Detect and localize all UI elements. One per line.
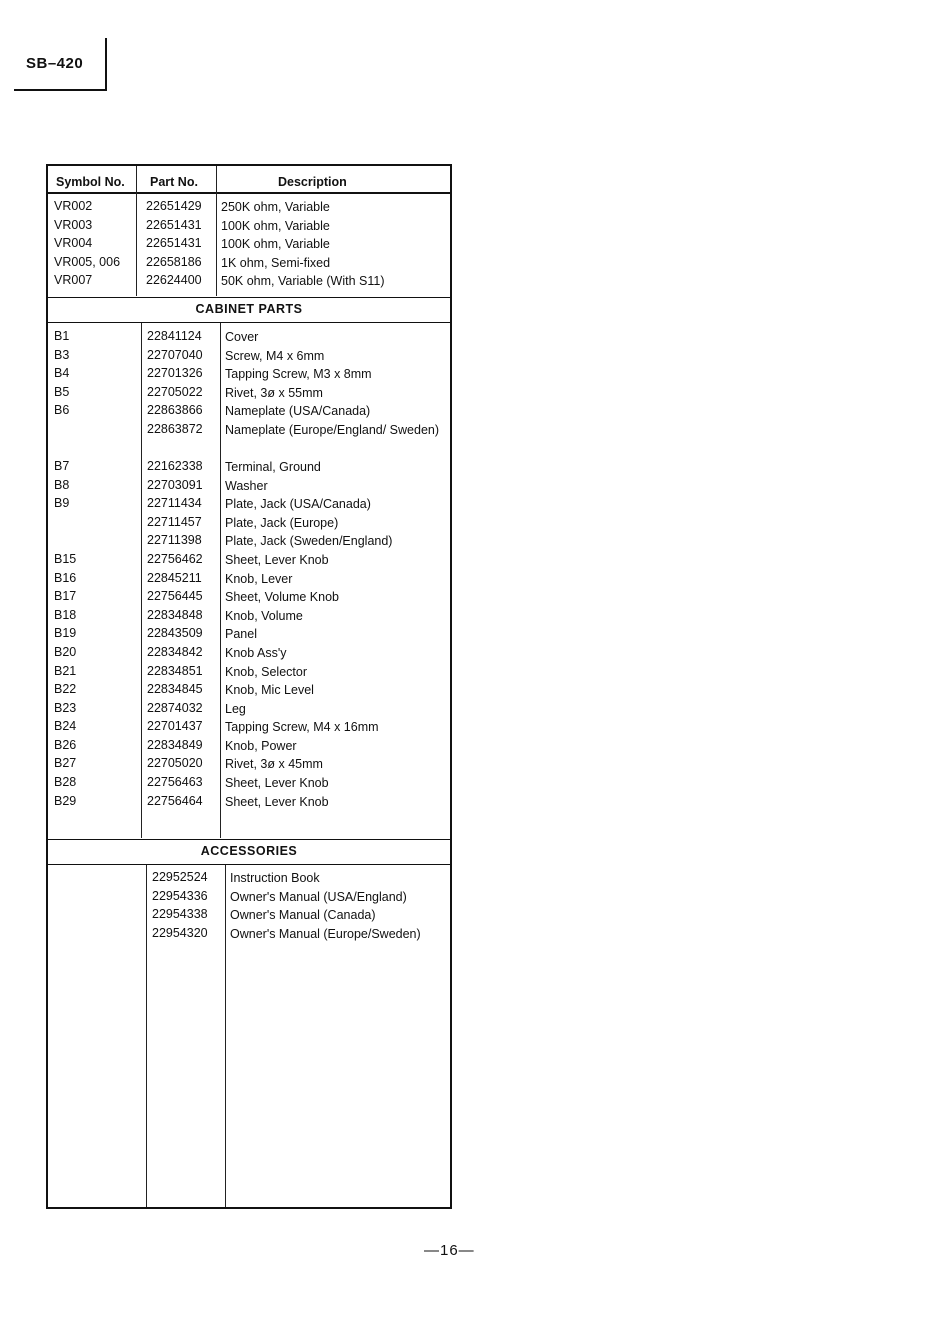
symbol-cell: B4 <box>54 366 70 381</box>
part-number-cell: 22834845 <box>147 682 203 697</box>
symbol-cell: B1 <box>54 329 70 343</box>
part-number-cell: 22756462 <box>147 551 203 566</box>
part-number-cell: 22703091 <box>147 477 203 492</box>
symbol-cell: B3 <box>54 347 70 362</box>
table-row <box>48 532 450 551</box>
symbol-cell: B7 <box>54 458 70 473</box>
description-cell: Tapping Screw, M4 x 16mm <box>225 720 379 735</box>
table-row <box>48 570 450 589</box>
description-cell: Knob, Volume <box>225 608 303 623</box>
cabinet-parts-rows <box>48 328 450 811</box>
table-row <box>48 217 450 236</box>
table-row <box>48 663 450 682</box>
description-cell: 1K ohm, Semi-fixed <box>221 255 331 270</box>
section-title-cabinet: CABINET PARTS <box>48 297 450 323</box>
description-cell: 250K ohm, Variable <box>221 200 330 214</box>
table-row <box>48 906 450 925</box>
table-header <box>48 166 450 194</box>
table-row <box>48 718 450 737</box>
table-row <box>48 681 450 700</box>
table-row <box>48 421 450 458</box>
table-row <box>48 925 450 944</box>
part-number-cell: 22707040 <box>147 347 203 362</box>
table-row <box>48 755 450 774</box>
description-cell: Plate, Jack (Sweden/England) <box>225 534 393 549</box>
part-number-cell: 22874032 <box>147 700 203 715</box>
symbol-cell: VR003 <box>54 217 93 232</box>
description-cell: Plate, Jack (USA/Canada) <box>225 497 371 512</box>
symbol-cell: VR004 <box>54 236 93 251</box>
part-number-cell: 22651429 <box>146 199 202 213</box>
description-cell: Sheet, Lever Knob <box>225 794 329 809</box>
description-cell: Knob, Mic Level <box>225 683 314 698</box>
table-row <box>48 365 450 384</box>
table-row <box>48 328 450 347</box>
symbol-cell: B21 <box>54 663 77 678</box>
part-number-cell: 22711398 <box>147 533 202 548</box>
part-number-cell: 22756445 <box>147 589 203 604</box>
symbol-cell: B15 <box>54 551 77 566</box>
description-cell: Sheet, Volume Knob <box>225 590 339 605</box>
description-cell: Screw, M4 x 6mm <box>225 348 325 363</box>
description-cell: Knob, Lever <box>225 571 293 586</box>
table-row <box>48 514 450 533</box>
table-row <box>48 869 450 888</box>
part-number-cell: 22624400 <box>146 273 202 288</box>
symbol-cell: B28 <box>54 775 77 790</box>
table-row <box>48 700 450 719</box>
table-row <box>48 737 450 756</box>
column-header-description: Description <box>278 175 347 189</box>
part-number-cell: 22756464 <box>147 793 203 808</box>
description-cell: Terminal, Ground <box>225 459 321 474</box>
symbol-cell: VR007 <box>54 273 93 288</box>
part-number-cell: 22834848 <box>147 607 203 622</box>
part-number-cell: 22952524 <box>152 870 208 884</box>
part-number-cell: 22845211 <box>147 570 202 585</box>
description-cell: Instruction Book <box>230 871 320 885</box>
column-header-part: Part No. <box>150 175 198 189</box>
symbol-cell: B29 <box>54 793 77 808</box>
table-row <box>48 477 450 496</box>
table-row <box>48 588 450 607</box>
part-number-cell: 22863866 <box>147 403 203 418</box>
description-cell: Knob, Selector <box>225 664 307 679</box>
table-row <box>48 272 450 291</box>
table-row <box>48 235 450 254</box>
part-number-cell: 22711434 <box>147 496 202 511</box>
description-cell: Panel <box>225 627 257 642</box>
description-cell: Plate, Jack (Europe) <box>225 515 339 530</box>
model-box-underline <box>14 89 107 91</box>
table-row <box>48 607 450 626</box>
column-header-symbol: Symbol No. <box>56 175 125 189</box>
description-cell: Sheet, Lever Knob <box>225 776 329 791</box>
description-cell: Leg <box>225 701 246 716</box>
description-cell: 50K ohm, Variable (With S11) <box>221 274 385 289</box>
description-cell: Cover <box>225 330 259 344</box>
part-number-cell: 22651431 <box>146 217 202 232</box>
symbol-cell: VR002 <box>54 199 93 213</box>
model-number: SB–420 <box>26 55 84 72</box>
part-number-cell: 22701326 <box>147 366 203 381</box>
symbol-cell: B26 <box>54 737 77 752</box>
description-cell: Owner's Manual (USA/England) <box>230 889 407 904</box>
description-cell: Washer <box>225 478 268 493</box>
part-number-cell: 22954336 <box>152 888 208 903</box>
table-row <box>48 551 450 570</box>
symbol-cell: B16 <box>54 570 77 585</box>
part-number-cell: 22834842 <box>147 644 203 659</box>
symbol-cell: B6 <box>54 403 70 418</box>
table-row <box>48 347 450 366</box>
symbol-cell: VR005, 006 <box>54 254 121 269</box>
description-cell: Rivet, 3ø x 45mm <box>225 757 323 772</box>
symbol-cell: B27 <box>54 756 77 771</box>
table-row <box>48 402 450 421</box>
description-cell: Knob Ass'y <box>225 645 287 660</box>
description-cell: Knob, Power <box>225 738 297 753</box>
section-title-accessories: ACCESSORIES <box>48 839 450 865</box>
part-number-cell: 22658186 <box>146 254 202 269</box>
part-number-cell: 22843509 <box>147 626 203 641</box>
part-number-cell: 22954320 <box>152 925 208 940</box>
description-cell: Owner's Manual (Canada) <box>230 908 376 923</box>
description-cell: Sheet, Lever Knob <box>225 552 329 567</box>
part-number-cell: 22162338 <box>147 458 203 473</box>
symbol-cell: B22 <box>54 682 77 697</box>
symbol-cell: B9 <box>54 496 70 511</box>
part-number-cell: 22711457 <box>147 514 202 529</box>
description-cell: 100K ohm, Variable <box>221 218 330 233</box>
table-row <box>48 495 450 514</box>
symbol-cell: B17 <box>54 589 77 604</box>
table-row <box>48 793 450 812</box>
table-row <box>48 384 450 403</box>
table-row <box>48 625 450 644</box>
symbol-cell: B20 <box>54 644 77 659</box>
description-cell: Owner's Manual (Europe/Sweden) <box>230 926 421 941</box>
part-number-cell: 22863872 <box>147 421 203 436</box>
parts-list-table <box>46 164 452 1209</box>
symbol-cell: B18 <box>54 607 77 622</box>
electrical-parts-rows <box>48 198 450 291</box>
symbol-cell: B19 <box>54 626 77 641</box>
table-row <box>48 458 450 477</box>
description-cell: Nameplate (USA/Canada) <box>225 404 371 419</box>
symbol-cell: B5 <box>54 384 70 399</box>
table-row <box>48 198 450 217</box>
symbol-cell: B23 <box>54 700 77 715</box>
table-row <box>48 644 450 663</box>
table-row <box>48 254 450 273</box>
description-cell: Nameplate (Europe/England/ Sweden) <box>225 422 440 437</box>
part-number-cell: 22834851 <box>147 663 203 678</box>
part-number-cell: 22701437 <box>147 719 203 734</box>
description-cell: Rivet, 3ø x 55mm <box>225 385 323 400</box>
description-cell: 100K ohm, Variable <box>221 237 330 252</box>
part-number-cell: 22841124 <box>147 329 202 343</box>
model-box-divider <box>105 38 107 90</box>
symbol-cell: B24 <box>54 719 77 734</box>
table-row <box>48 888 450 907</box>
part-number-cell: 22651431 <box>146 236 202 251</box>
page-number: —16— <box>424 1242 475 1259</box>
symbol-cell: B8 <box>54 477 70 492</box>
part-number-cell: 22954338 <box>152 907 208 922</box>
part-number-cell: 22834849 <box>147 737 203 752</box>
part-number-cell: 22756463 <box>147 775 203 790</box>
description-cell: Tapping Screw, M3 x 8mm <box>225 367 372 382</box>
part-number-cell: 22705022 <box>147 384 203 399</box>
table-row <box>48 774 450 793</box>
part-number-cell: 22705020 <box>147 756 203 771</box>
accessories-rows <box>48 869 450 943</box>
